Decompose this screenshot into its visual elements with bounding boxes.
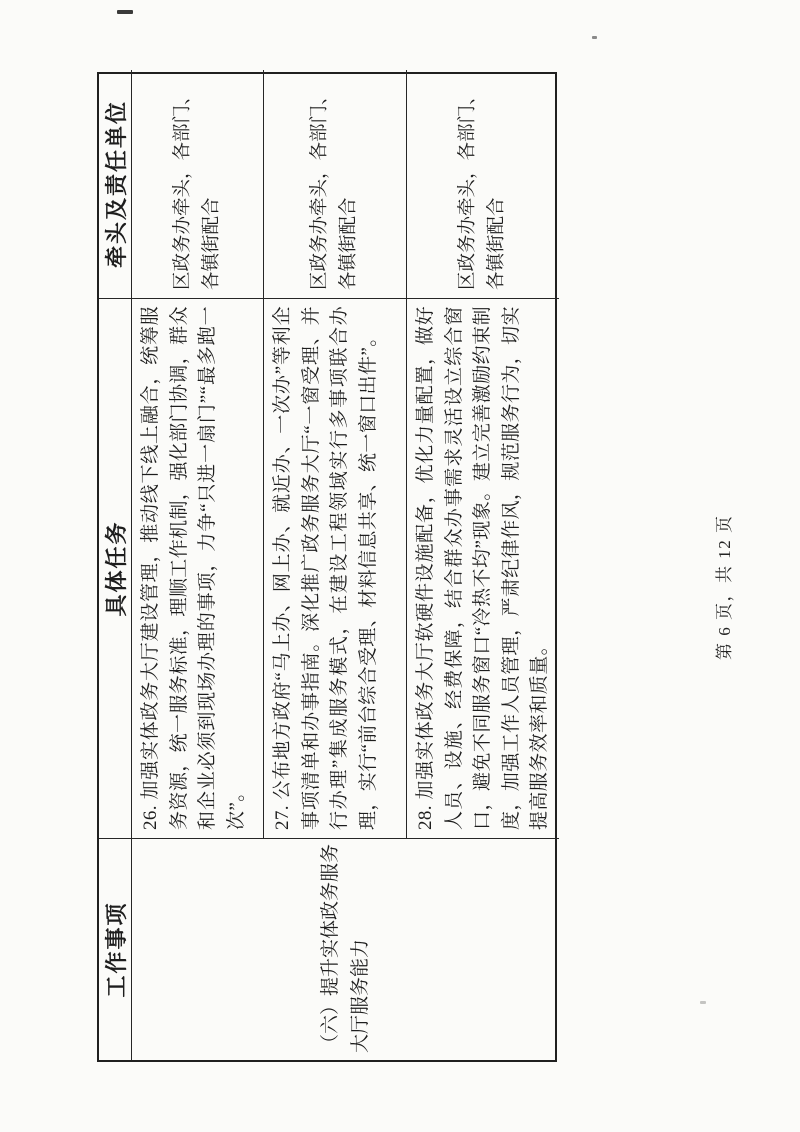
task-27-cell: 27. 公布地方政府“马上办、网上办、就近办、一次办”等利企事项清单和办事指南。深化推广政务服务大厅“一窗受理、并行办理”集成服务模式，在建设工程领域实行多事项联合办理，实行“前台综合受理、材料信息共享、统一窗口出件”。 xyxy=(264,298,407,838)
owner-26-cell: 区政务办牵头，各部门、各镇街配合 xyxy=(132,70,264,298)
page-number-footer: 第 6 页，共 12 页 xyxy=(715,514,734,660)
scan-artifact xyxy=(592,36,597,39)
work-plan-table xyxy=(97,72,557,1062)
task-28-cell: 28. 加强实体政务大厅软硬件设施配备，优化力量配置，做好人员、设施、经费保障，结合群众办事需求灵活设立综合窗口，避免不同服务窗口“冷热不均”现象。建立完善激励约束制度，加强工作人员管理，严肃纪律作风，规范服务行为，切实提高服务效率和质量。 xyxy=(407,298,559,838)
owner-28-cell: 区政务办牵头，各部门、各镇街配合 xyxy=(458,86,507,290)
header-tasks: 具体任务 xyxy=(99,298,132,838)
owner-27-cell: 区政务办牵头，各部门、各镇街配合 xyxy=(264,70,407,298)
task-26-cell: 26. 加强实体政务大厅建设管理，推动线下线上融合，统筹服务资源，统一服务标准，理顺工作机制，强化部门协调，群众和企业必须到现场办理的事项，力争“只进一扇门”“最多跑一次”。 xyxy=(132,298,264,838)
header-responsibility: 牵头及责任单位 xyxy=(99,70,132,298)
scan-artifact xyxy=(117,10,133,14)
work-item-cell: （六）提升实体政务服务大厅服务能力 xyxy=(132,838,559,1060)
scan-artifact xyxy=(700,1001,706,1004)
header-work-item: 工作事项 xyxy=(99,838,132,1060)
